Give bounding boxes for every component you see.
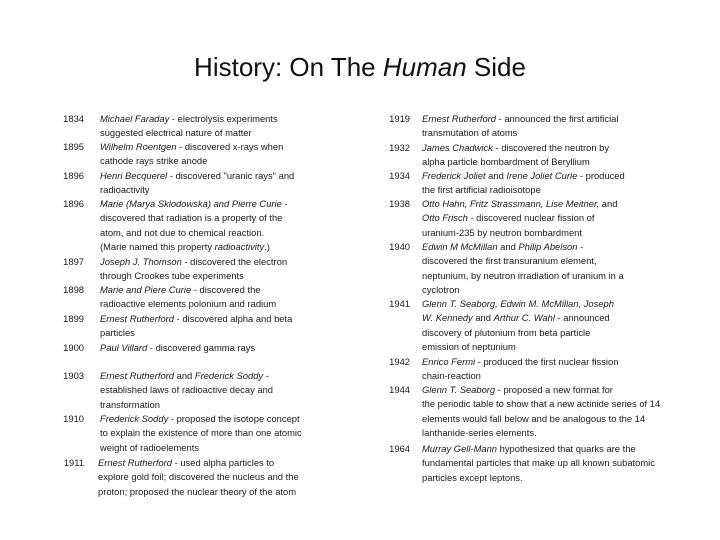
entry-line	[422, 412, 660, 426]
entry-text: explore gold foil; discovered the nucleus and the	[98, 471, 299, 483]
entry-line	[422, 383, 660, 397]
entry-line	[100, 255, 287, 269]
person-name: Otto Hahn, Fritz Strassmann, Lise Meitner,	[422, 198, 600, 209]
person-name: Arthur C. Wahl	[493, 312, 555, 324]
entry-text: -	[281, 198, 288, 209]
entry-line	[100, 283, 276, 297]
entry-text: established laws of radioactive decay and	[100, 384, 274, 396]
entry-text: cathode rays strike anode	[100, 155, 208, 167]
person-name: Murray Gell-Mann	[422, 443, 498, 454]
entry-text: and	[174, 370, 195, 381]
entry-description	[422, 240, 624, 297]
entry-text: and	[497, 241, 519, 252]
entry-year: 1944	[389, 384, 410, 395]
entry-line	[100, 398, 273, 412]
entry-text: - discovered nuclear fission of	[467, 212, 595, 224]
person-name: Glenn T. Seaborg	[422, 384, 496, 395]
entry-line	[100, 369, 273, 383]
person-name: Wilhelm Roentgen	[100, 141, 177, 152]
entry-text: the periodic table to show that a new actinide series of 14	[422, 398, 661, 410]
entry-line	[100, 441, 302, 455]
entry-text: -	[577, 241, 584, 252]
entry-line	[422, 326, 614, 340]
entry-line	[100, 426, 302, 440]
person-name: Frederick Joliet	[422, 170, 486, 181]
entry-line	[422, 240, 624, 254]
entry-line	[100, 341, 255, 355]
entry-description	[98, 456, 299, 499]
entry-year: 1919	[389, 113, 410, 124]
entry-year: 1940	[389, 241, 410, 252]
slide-title	[0, 52, 720, 83]
entry-text: through Crookes tube experiments	[100, 270, 244, 282]
person-name: Philip Abelson	[518, 241, 578, 252]
entry-text: transformation	[100, 398, 160, 410]
entry-line	[100, 197, 288, 211]
entry-year: 1903	[63, 370, 84, 381]
entry-text: particles except leptons.	[422, 471, 523, 483]
entry-line	[422, 456, 655, 470]
entry-description	[422, 141, 609, 170]
entry-description	[100, 169, 294, 198]
entry-text: neptunium, by neutron irradiation of uranium in a	[422, 269, 624, 281]
entry-text: and	[485, 170, 507, 181]
entry-text: particles	[100, 327, 135, 339]
entry-line	[422, 155, 609, 169]
entry-description	[100, 197, 288, 254]
title-suffix: Side	[466, 52, 526, 82]
entry-text: elements would fall below and be analogous to the 14	[422, 412, 646, 424]
entry-line	[422, 340, 614, 354]
entry-text: - discovered the electron	[181, 256, 288, 267]
person-name: Marie and Piere Curie	[100, 284, 192, 295]
entry-text: and	[599, 198, 618, 209]
entry-text: proton; proposed the nuclear theory of the atom	[98, 485, 297, 497]
person-name: Enrico Fermi	[422, 356, 476, 367]
entry-text: - proposed the isotope concept	[168, 413, 300, 424]
entry-description	[100, 140, 283, 169]
person-name: Irene Joliet Curie	[506, 170, 578, 181]
entry-description	[422, 442, 655, 485]
entry-text: atom, and not due to chemical reaction.	[100, 226, 265, 238]
entry-line	[422, 442, 655, 456]
entry-line	[422, 426, 660, 440]
entry-text: - produced the first nuclear fission	[475, 356, 619, 367]
entry-text: to explain the existence of more than one atomic	[100, 427, 302, 439]
entry-year: 1834	[63, 113, 84, 124]
entry-year: 1896	[63, 198, 84, 209]
person-name: Ernest Rutherford	[422, 113, 496, 124]
person-name: Glenn T. Seaborg, Edwin M. McMillan, Joseph	[422, 298, 614, 309]
person-name: Frederick Soddy	[194, 370, 264, 381]
entry-description	[422, 112, 618, 141]
entry-line	[422, 226, 617, 240]
entry-description	[422, 297, 614, 354]
entry-year: 1911	[63, 457, 84, 468]
entry-line	[98, 485, 299, 499]
person-name: Ernest Rutherford	[100, 313, 174, 324]
person-name: W. Kennedy	[422, 312, 473, 324]
entry-line	[422, 197, 617, 211]
entry-text: lanthanide-series elements.	[422, 426, 537, 438]
person-name: Otto Frisch	[422, 212, 468, 224]
entry-text: cyclotron	[422, 283, 460, 295]
entry-text: alpha particle bombardment of Beryllium	[422, 156, 590, 168]
entry-text: - announced	[554, 312, 610, 324]
entry-text: suggested electrical nature of matter	[100, 127, 252, 139]
entry-year: 1941	[389, 298, 410, 309]
entry-text: and	[472, 312, 494, 324]
entry-year: 1942	[389, 356, 410, 367]
entry-text: the first artificial radioisotope	[422, 184, 541, 196]
entry-line	[422, 112, 618, 126]
person-name: Frederick Soddy	[100, 413, 169, 424]
entry-description	[100, 412, 302, 455]
entry-line	[422, 269, 624, 283]
entry-line	[100, 226, 288, 240]
entry-year: 1895	[63, 141, 84, 152]
entry-text: hypothesized that quarks are the	[497, 443, 636, 454]
entry-line	[422, 141, 609, 155]
entry-text: radioactive elements polonium and radium	[100, 298, 277, 310]
entry-line	[422, 471, 655, 485]
person-name: Edwin M McMillan	[422, 241, 498, 252]
entry-line	[100, 183, 294, 197]
title-emphasis: Human	[382, 52, 467, 82]
entry-line	[100, 269, 287, 283]
entry-line	[100, 297, 276, 311]
title-prefix: History: On The	[194, 52, 383, 82]
entry-description	[100, 283, 276, 312]
entry-description	[422, 197, 617, 240]
entry-year: 1897	[63, 256, 84, 267]
entry-line	[422, 254, 624, 268]
entry-year: 1910	[63, 413, 84, 424]
entry-description	[422, 355, 618, 384]
entry-line	[422, 169, 625, 183]
entry-text: - discovered "uranic rays" and	[167, 170, 295, 181]
entry-text: - discovered the	[191, 284, 261, 295]
person-name: Ernest Rutherford	[98, 457, 172, 468]
entry-text: weight of radioelements	[100, 441, 200, 453]
entry-text: .)	[264, 240, 270, 252]
entry-text: emission of neptunium	[422, 340, 516, 352]
entry-text: fundamental particles that make up all known subatomic	[422, 457, 655, 469]
entry-text: discovery of plutonium from beta particle	[422, 326, 591, 338]
entry-line	[100, 154, 283, 168]
entry-year: 1900	[63, 342, 84, 353]
entry-text: radioactivity	[100, 184, 150, 196]
entry-description	[100, 255, 287, 284]
entry-text: - discovered x-rays when	[176, 141, 284, 152]
entry-line	[100, 140, 283, 154]
person-name: James Chadwick	[422, 142, 493, 153]
entry-description	[100, 341, 255, 355]
entry-text: -	[263, 370, 269, 381]
entry-text: (Marie named this property	[100, 240, 215, 252]
entry-year: 1896	[63, 170, 84, 181]
entry-line	[98, 456, 299, 470]
entry-year: 1898	[63, 284, 84, 295]
entry-line	[422, 126, 618, 140]
entry-year: 1934	[389, 170, 410, 181]
entry-text: - used alpha particles to	[172, 457, 275, 468]
entry-line	[100, 240, 288, 254]
entry-description	[100, 369, 273, 412]
entry-description	[100, 112, 278, 141]
person-name: radioactivity	[214, 240, 265, 252]
entry-line	[422, 211, 617, 225]
entry-year: 1932	[389, 142, 410, 153]
entry-text: uranium-235 by neutron bombardment	[422, 226, 582, 238]
entry-description	[422, 169, 625, 198]
entry-line	[100, 126, 278, 140]
entry-line	[422, 397, 660, 411]
entry-description	[100, 312, 292, 341]
person-name: Ernest Rutherford	[100, 370, 174, 381]
entry-description	[422, 383, 660, 440]
entry-line	[100, 312, 292, 326]
person-name: Paul Villard	[100, 342, 148, 353]
entry-year: 1899	[63, 313, 84, 324]
entry-text: discovered the first transuranium element,	[422, 255, 597, 267]
person-name: Michael Faraday	[100, 113, 170, 124]
entry-text: - discovered alpha and beta	[174, 313, 293, 324]
entry-line	[100, 412, 302, 426]
person-name: Henri Becquerel	[100, 170, 168, 181]
entry-text: chain-reaction	[422, 370, 481, 382]
entry-line	[422, 369, 618, 383]
entry-line	[100, 211, 288, 225]
entry-text: discovered that radiation is a property of the	[100, 212, 283, 224]
person-name: Marie (Marya Sklodowska) and Pierre Curie	[100, 198, 282, 209]
entry-text: - electrolysis experiments	[169, 113, 278, 124]
entry-text: - proposed a new format for	[495, 384, 613, 395]
entry-line	[100, 383, 273, 397]
entry-text: - produced	[577, 170, 625, 181]
entry-text: transmutation of atoms	[422, 127, 518, 139]
entry-line	[100, 112, 278, 126]
entry-line	[100, 169, 294, 183]
person-name: Joseph J. Thomson	[100, 256, 182, 267]
entry-year: 1964	[389, 443, 410, 454]
entry-text: - discovered gamma rays	[147, 342, 256, 353]
entry-line	[422, 311, 614, 325]
entry-line	[100, 326, 292, 340]
entry-year: 1938	[389, 198, 410, 209]
entry-text: - discovered the neutron by	[492, 142, 610, 153]
entry-text: - announced the first artificial	[496, 113, 619, 124]
entry-line	[422, 183, 625, 197]
entry-line	[422, 297, 614, 311]
entry-line	[422, 355, 618, 369]
entry-line	[98, 470, 299, 484]
entry-line	[422, 283, 624, 297]
